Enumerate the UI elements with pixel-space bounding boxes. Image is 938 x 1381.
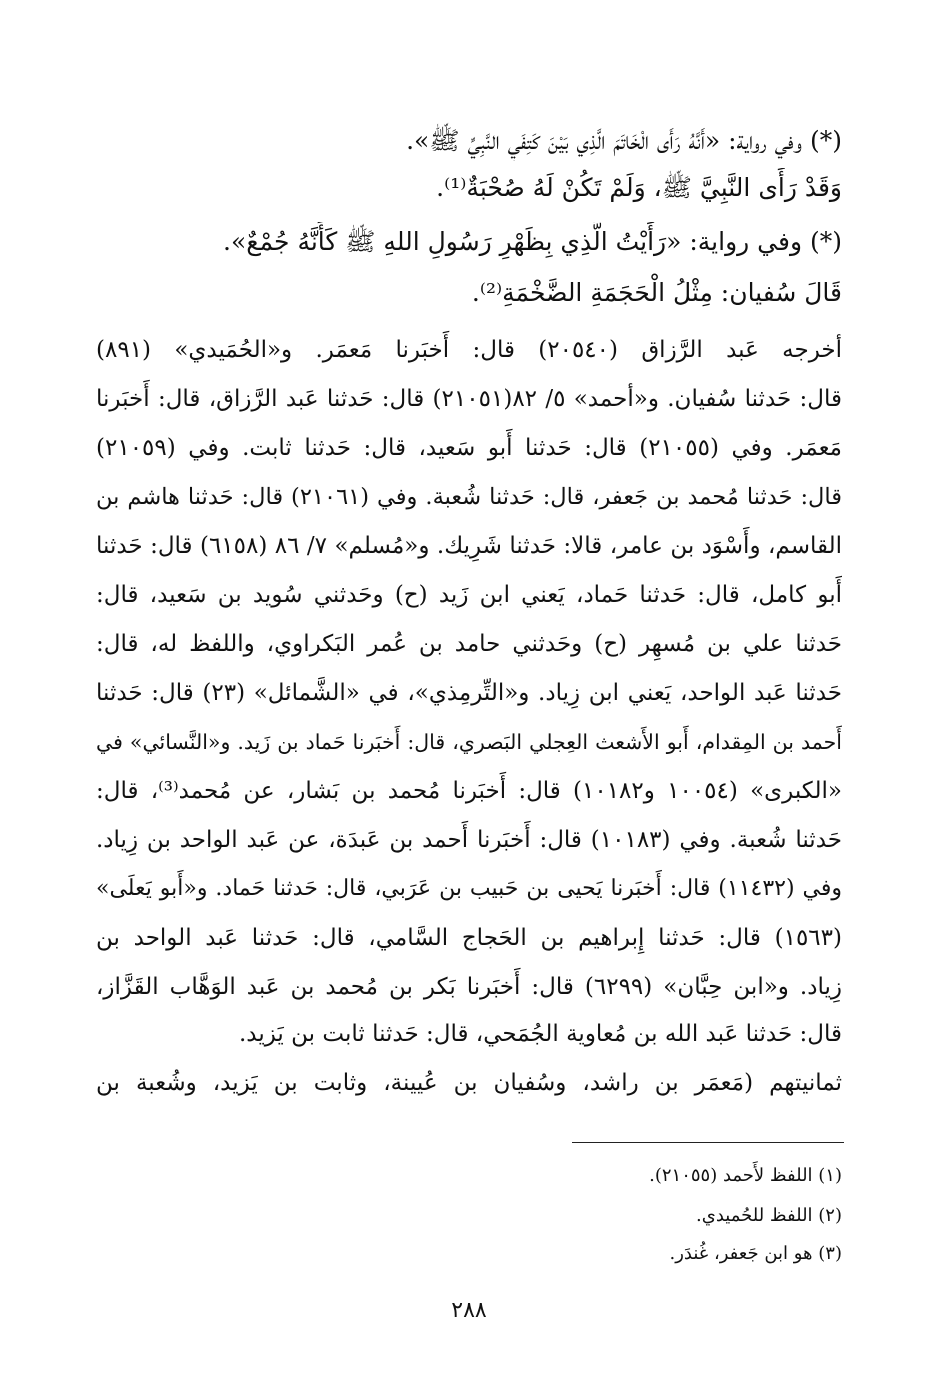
body-line-11: حَدثنا شُعبة. وفي (١٠١٨٣) قال: أَخبَرنا أَحمد بن عَبدَة، عن عَبد الواحد بن زِياد. xyxy=(96,827,842,853)
intro-line-4: قَالَ سُفيان: مِثْلُ الْحَجَمَةِ الضَّخْمَةِ⁽²⁾. xyxy=(471,278,842,307)
body-line-5: القاسم، وأَسْوَد بن عامر، قالا: حَدثنا شَرِيك. و«مُسلم» ٧/ ٨٦ (٦١٥٨) قال: حَدثنا xyxy=(96,533,842,559)
body-line-7: حَدثنا علي بن مُسهِر (ح) وحَدثني حامد بن عُمر البَكراوي، واللفظ له، قال: xyxy=(96,631,842,657)
body-line-1: أخرجه عَبد الرَّزاق (٢٠٥٤٠) قال: أَخبَرنا مَعمَر. و«الحُمَيدي» (٨٩١) xyxy=(96,337,842,363)
body-line-2: قال: حَدثنا سُفيان. و«أحمد» ٥/ ٨٢(٢١٠٥١) قال: حَدثنا عَبد الرَّزاق، قال: أَخبَرنا xyxy=(96,386,842,412)
footnote-separator xyxy=(572,1142,844,1143)
body-line-6: أَبو كامل، قال: حَدثنا حَماد، يَعني ابن زَيد (ح) وحَدثني سُويد بن سَعيد، قال: xyxy=(96,582,842,608)
footnote-1: (١) اللفظ لأَحمد (٢١٠٥٥). xyxy=(649,1165,842,1186)
body-line-14: زِياد. و«ابن حِبَّان» (٦٢٩٩) قال: أَخبَرنا بَكر بن مُحمد بن عَبد الوَهَّاب القَزَّاز، xyxy=(96,974,842,1000)
intro-line-3: (*) وفي رواية: «رَأَيْتُ الَّذِي بِظَهْرِ رَسُولِ اللهِ ﷺ كَأَنَّهُ جُمْعٌ». xyxy=(223,227,842,256)
body-line-4: قال: حَدثنا مُحمد بن جَعفر، قال: حَدثنا شُعبة. وفي (٢١٠٦١) قال: حَدثنا هاشم بن xyxy=(96,484,842,510)
body-line-9: أَحمد بن المِقدام، أَبو الأَشعث العِجلي البَصري، قال: أَخبَرنا حَماد بن زَيد. و«النَّسائي» في xyxy=(96,730,842,754)
footnote-2: (٢) اللفظ للحُميدي. xyxy=(696,1205,842,1226)
intro-line-2: وَقَدْ رَأَى النَّبِيَّ ﷺ، وَلَمْ تَكُنْ لَهُ صُحْبَةٌ⁽¹⁾. xyxy=(436,173,842,202)
body-line-12: وفي (١١٤٣٢) قال: أَخبَرنا يَحيى بن حَبيب بن عَرَبي، قال: حَدثنا حَماد. و«أَبو يَعلَى» xyxy=(96,876,842,901)
footnote-3: (٣) هو ابن جَعفر، غُندَر. xyxy=(669,1243,842,1264)
page-number: ٢٨٨ xyxy=(451,1298,487,1323)
intro-line-1: (*) وفي رواية: «أَنَّهُ رَأَى الْخَاتَمَ الَّذِي بَيْنَ كَتِفَيِ النَّبِيِّ ﷺ». xyxy=(406,126,842,155)
body-line-15: قال: حَدثنا عَبد الله بن مُعاوية الجُمَحي، قال: حَدثنا ثابت بن يَزيد. xyxy=(238,1021,842,1047)
body-line-10: «الكبرى» (١٠٠٥٤ و١٠١٨٢) قال: أَخبَرنا مُحمد بن بَشار، عن مُحمد⁽³⁾، قال: xyxy=(96,778,842,804)
body-line-3: مَعمَر. وفي (٢١٠٥٥) قال: حَدثنا أَبو سَعيد، قال: حَدثنا ثابت. وفي (٢١٠٥٩) xyxy=(96,435,842,461)
tail-line: ثمانيتهم (مَعمَر بن راشد، وسُفيان بن عُيينة، وثابت بن يَزيد، وشُعبة بن xyxy=(96,1070,842,1096)
body-line-13: (١٥٦٣) قال: حَدثنا إِبراهيم بن الحَجاج السَّامي، قال: حَدثنا عَبد الواحد بن xyxy=(96,925,842,951)
body-line-8: حَدثنا عَبد الواحد، يَعني ابن زِياد. و«التِّرمِذي»، في «الشَّمائل» (٢٣) قال: حَدثنا xyxy=(96,680,842,706)
